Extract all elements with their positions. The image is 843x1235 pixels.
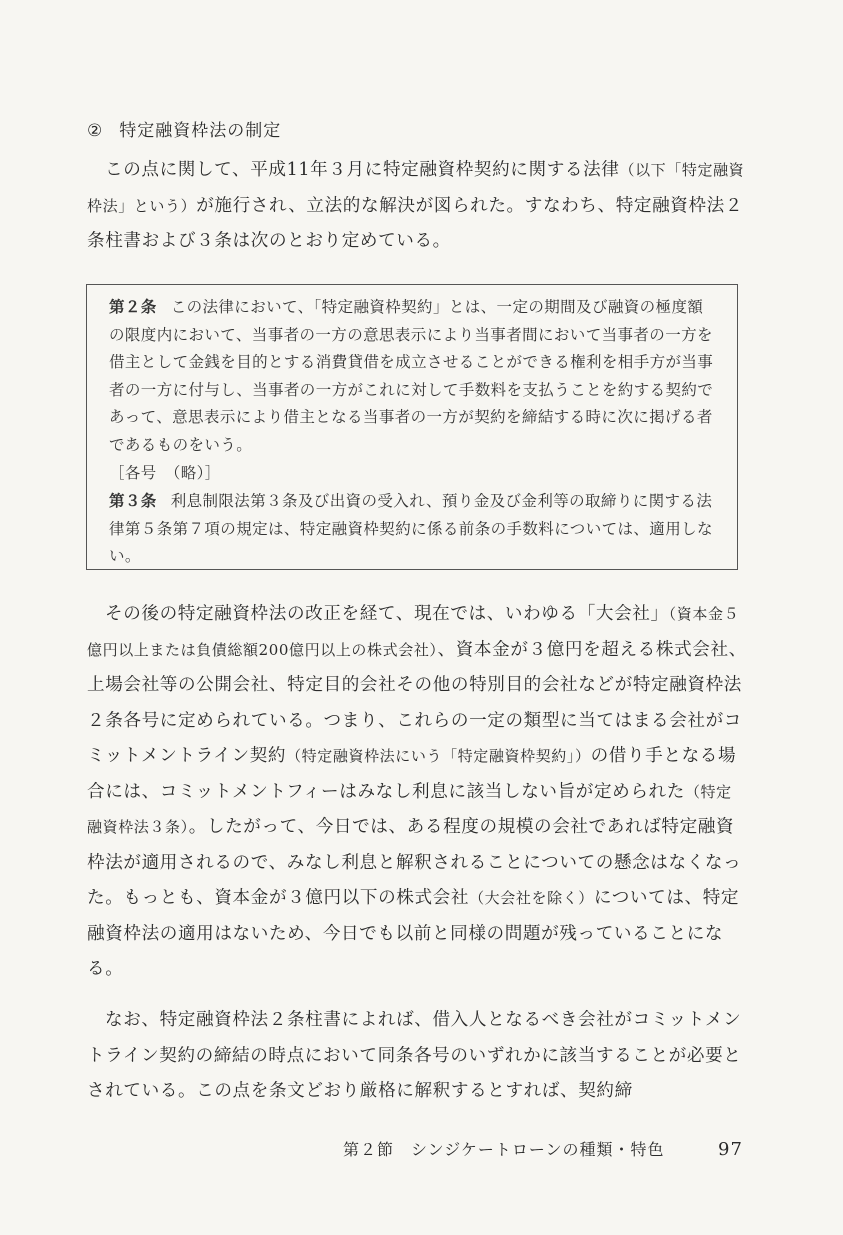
paragraph-2-note-1: （資本金５億円以上または負債総額200億円以上の株式会社） bbox=[87, 605, 740, 659]
statute-quote-box bbox=[86, 284, 738, 570]
paragraph-1 bbox=[87, 153, 747, 260]
paragraph-1-text-a: この点に関して、平成11年３月に特定融資枠契約に関する法律 bbox=[105, 160, 620, 180]
paragraph-2-note-3: （特定融資枠法３条） bbox=[87, 782, 732, 836]
items-omitted-note: ［各号 （略）］ bbox=[109, 463, 221, 482]
paragraph-2-text-e: については、特定融資枠法の適用はないため、今日でも以前と同様の問題が残っていることになる。 bbox=[87, 888, 740, 979]
paragraph-2-text-a: その後の特定融資枠法の改正を経て、現在では、いわゆる「大会社」 bbox=[105, 604, 669, 624]
paragraph-3: なお、特定融資枠法２条柱書によれば、借入人となるべき会社がコミットメントライン契約の締結の時点において同条各号のいずれかに該当することが必要とされている。この点を条文どおり厳格に解釈するとすれば、契約締 bbox=[87, 1010, 742, 1101]
article-3-label: 第３条 bbox=[109, 491, 157, 511]
paragraph-2-text-c: の借り手となる場合には、コミットメントフィーはみなし利息に該当しない旨が定められた bbox=[87, 746, 737, 802]
section-title: 特定融資枠法の制定 bbox=[119, 121, 282, 141]
paragraph-1-text-b: が施行され、立法的な解決が図られた。すなわち、特定融資枠法２条柱書および３条は次のとおり定めている。 bbox=[87, 195, 744, 251]
paragraph-2-text-b: 、資本金が３億円を超える株式会社、上場会社等の公開会社、特定目的会社その他の特別目的会社などが特定融資枠法２条各号に定められている。つまり、これらの一定の類型に当てはまる会社がコミットメントライン契約 bbox=[87, 639, 747, 766]
paragraph-2 bbox=[87, 597, 747, 988]
running-footer-chapter: 第２節 シンジケートローンの種類・特色 bbox=[343, 1140, 665, 1159]
paragraph-1-note: （以下「特定融資枠法」という） bbox=[87, 161, 745, 215]
article-3 bbox=[109, 487, 715, 571]
section-heading bbox=[87, 117, 281, 145]
article-2 bbox=[109, 293, 715, 460]
page-number: 97 bbox=[718, 1139, 743, 1160]
paragraph-2-text-d: 。したがって、今日では、ある程度の規模の会社であれば特定融資枠法が適用されるので、みなし利息と解釈されることについての懸念はなくなった。もっとも、資本金が３億円以下の株式会社 bbox=[87, 817, 742, 908]
article-2-label: 第２条 bbox=[109, 297, 157, 316]
article-2-text: この法律において、「特定融資枠契約」とは、一定の期間及び融資の極度額の限度内において、当事者の一方の意思表示により当事者間において当事者の一方を借主として金銭を目的とする消費貸借を成立させることができる権利を相手方が当事者の一方に付与し、当事者の一方がこれに対して手数料を支払うことを約する契約であって、意思表示により借主となる当事者の一方が契約を締結する時に次に掲げる者であるものをいう。 bbox=[109, 298, 714, 454]
section-number: ② bbox=[87, 121, 104, 141]
paragraph-2-note-2: （特定融資枠法にいう「特定融資枠契約」） bbox=[286, 747, 591, 765]
article-3-text: 利息制限法第３条及び出資の受入れ、預り金及び金利等の取締りに関する法律第５条第７項の規定は、特定融資枠契約に係る前条の手数料については、適用しない。 bbox=[109, 492, 713, 566]
paragraph-2-note-4: （大会社を除く） bbox=[469, 889, 594, 907]
